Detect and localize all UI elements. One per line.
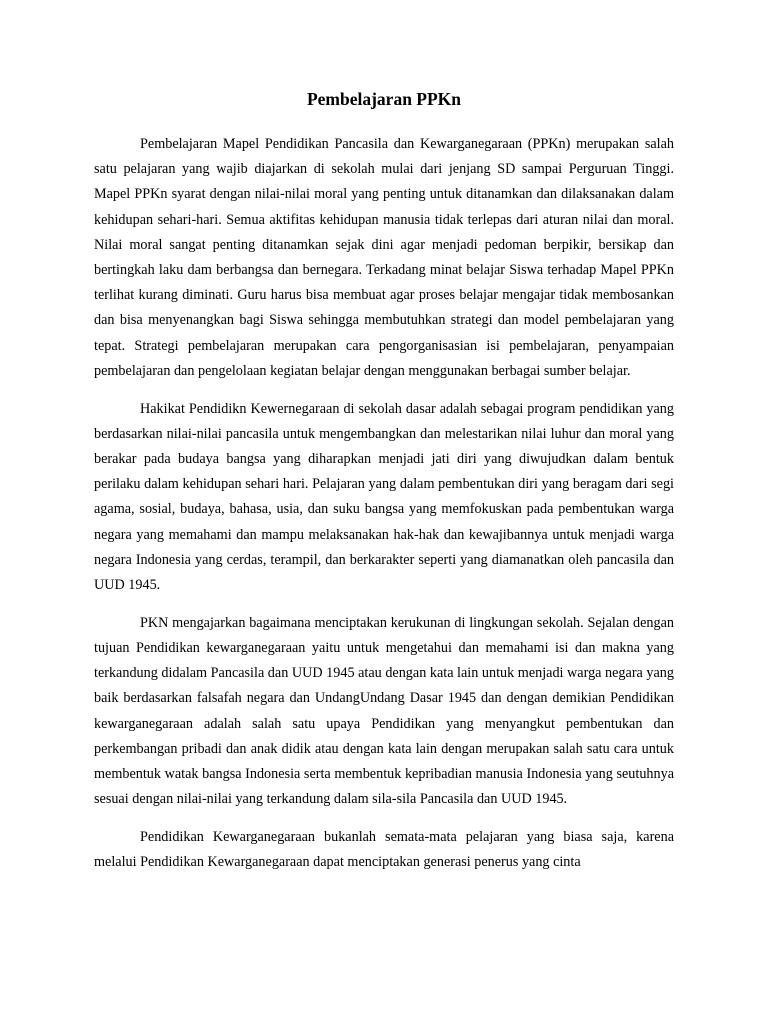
- paragraph-2: Hakikat Pendidikn Kewernegaraan di sekolah dasar adalah sebagai program pendidikan yang berdasarkan nilai-nilai pancasila untuk mengembangkan dan melestarikan nilai luhur dan moral yang berakar pada budaya bangsa yang diharapkan menjadi jati diri yang diwujudkan dalam bentuk perilaku dalam kehidupan sehari hari. Pelajaran yang dalam pembentukan diri yang beragam dari segi agama, sosial, budaya, bahasa, usia, dan suku bangsa yang memfokuskan pada pembentukan warga negara yang memahami dan mampu melaksanakan hak-hak dan kewajibannya untuk menjadi warga negara Indonesia yang cerdas, terampil, dan berkarakter seperti yang diamanatkan oleh pancasila dan UUD 1945.: [94, 400, 674, 594]
- document-body: [94, 132, 674, 888]
- paragraph-1: Pembelajaran Mapel Pendidikan Pancasila dan Kewarganegaraan (PPKn) merupakan salah satu pelajaran yang wajib diajarkan di sekolah mulai dari jenjang SD sampai Perguruan Tinggi. Mapel PPKn syarat dengan nilai-nilai moral yang penting untuk ditanamkan dan dilaksanakan dalam kehidupan sehari-hari. Semua aktifitas kehidupan manusia tidak terlepas dari aturan nilai dan moral. Nilai moral sangat penting ditanamkan sejak dini agar menjadi pedoman berpikir, bersikap dan bertingkah laku dam berbangsa dan bernegara. Terkadang minat belajar Siswa terhadap Mapel PPKn terlihat kurang diminati. Guru harus bisa membuat agar proses belajar mengajar tidak membosankan dan bisa menyenangkan bagi Siswa sehingga membutuhkan strategi dan model pembelajaran yang tepat. Strategi pembelajaran merupakan cara pengorganisasian isi pembelajaran, penyampaian pembelajaran dan pengelolaan kegiatan belajar dengan menggunakan berbagai sumber belajar.: [94, 136, 674, 379]
- paragraph-3: PKN mengajarkan bagaimana menciptakan kerukunan di lingkungan sekolah. Sejalan dengan tujuan Pendidikan kewarganegaraan yaitu untuk mengetahui dan memahami isi dan makna yang terkandung didalam Pancasila dan UUD 1945 atau dengan kata lain untuk menjadi warga negara yang baik berdasarkan falsafah negara dan UndangUndang Dasar 1945 dan dengan demikian Pendidikan kewarganegaraan adalah salah satu upaya Pendidikan yang menyangkut pembentukan dan perkembangan pribadi dan anak didik atau dengan kata lain dengan merupakan salah satu cara untuk membentuk watak bangsa Indonesia serta membentuk kepribadian manusia Indonesia yang seutuhnya sesuai dengan nilai-nilai yang terkandung dalam sila-sila Pancasila dan UUD 1945.: [94, 614, 674, 808]
- paragraph-4: Pendidikan Kewarganegaraan bukanlah semata-mata pelajaran yang biasa saja, karena melalui Pendidikan Kewarganegaraan dapat menciptakan generasi penerus yang cinta: [94, 829, 674, 871]
- page-title: Pembelajaran PPKn: [306, 89, 462, 109]
